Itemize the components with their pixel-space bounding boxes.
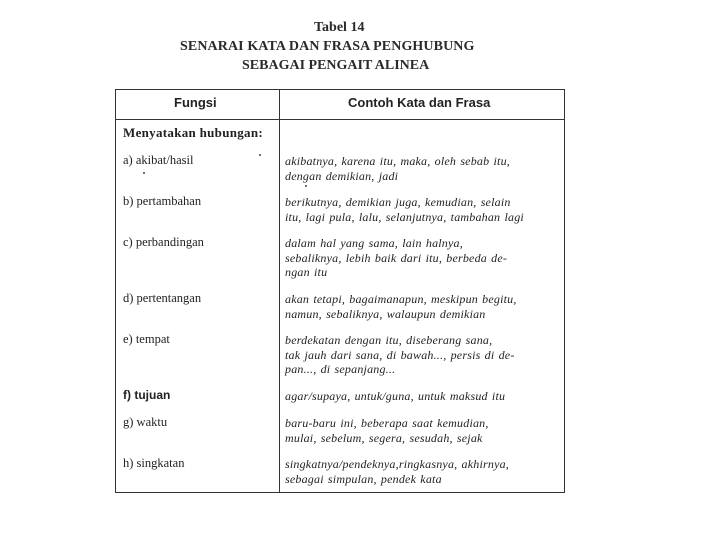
row-label-akibat: a) akibat/hasil — [123, 153, 194, 167]
example-line: ngan itu — [285, 265, 328, 279]
example-line: sebaliknya, lebih baik dari itu, berbeda de- — [285, 250, 508, 265]
row-label-waktu: g) waktu — [123, 415, 168, 429]
row-example-tujuan — [285, 389, 561, 404]
example-line: dengan demikian, jadi — [285, 168, 399, 183]
example-line: mulai, sebelum, segera, sesudah, sejak — [285, 430, 483, 445]
connector-table — [115, 89, 565, 493]
example-line: berikutnya, demikian juga, kemudian, selain — [285, 195, 511, 209]
scan-speck — [143, 172, 145, 174]
row-label-singkatan: h) singkatan — [123, 456, 185, 470]
table-header — [116, 90, 564, 120]
table-title: SENARAI KATA DAN FRASA PENGHUBUNG — [180, 39, 475, 54]
row-example-singkatan — [285, 457, 561, 486]
header-fungsi: Fungsi — [174, 95, 217, 110]
row-example-waktu — [285, 416, 561, 445]
example-line: sebagai simpulan, pendek kata — [285, 471, 442, 486]
example-line: dalam hal yang sama, lain halnya, — [285, 236, 463, 250]
row-label-perbandingan: c) perbandingan — [123, 235, 204, 249]
row-label-pertentangan: d) pertentangan — [123, 291, 202, 305]
row-label-tujuan: f) tujuan — [123, 388, 171, 402]
row-example-pertambahan — [285, 195, 561, 224]
example-line: baru-baru ini, beberapa saat kemudian, — [285, 416, 489, 430]
example-line: pan..., di sepanjang... — [285, 362, 396, 376]
section-label: Menyatakan hubungan: — [123, 125, 264, 140]
example-line: itu, lagi pula, lalu, selanjutnya, tambahan lagi — [285, 209, 524, 224]
scan-speck — [259, 154, 261, 156]
example-line: agar/supaya, untuk/guna, untuk maksud itu — [285, 389, 506, 403]
table-subtitle: SEBAGAI PENGAIT ALINEA — [242, 58, 430, 73]
example-line: akan tetapi, bagaimanapun, meskipun begitu, — [285, 292, 517, 306]
example-line: berdekatan dengan itu, diseberang sana, — [285, 333, 493, 347]
example-line: akibatnya, karena itu, maka, oleh sebab itu, — [285, 154, 510, 168]
header-contoh: Contoh Kata dan Frasa — [348, 95, 491, 110]
column-divider — [279, 90, 280, 492]
scan-speck — [305, 185, 307, 187]
row-label-pertambahan: b) pertambahan — [123, 194, 202, 208]
example-line: singkatnya/pendeknya,ringkasnya, akhirnya, — [285, 457, 510, 471]
row-example-perbandingan — [285, 236, 561, 280]
row-example-pertentangan — [285, 292, 561, 321]
row-example-akibat — [285, 154, 561, 183]
example-line: tak jauh dari sana, di bawah..., persis di de- — [285, 347, 515, 362]
row-example-tempat — [285, 333, 561, 377]
table-number: Tabel 14 — [314, 20, 365, 35]
example-line: namun, sebaliknya, walaupun demikian — [285, 306, 486, 321]
row-label-tempat: e) tempat — [123, 332, 170, 346]
